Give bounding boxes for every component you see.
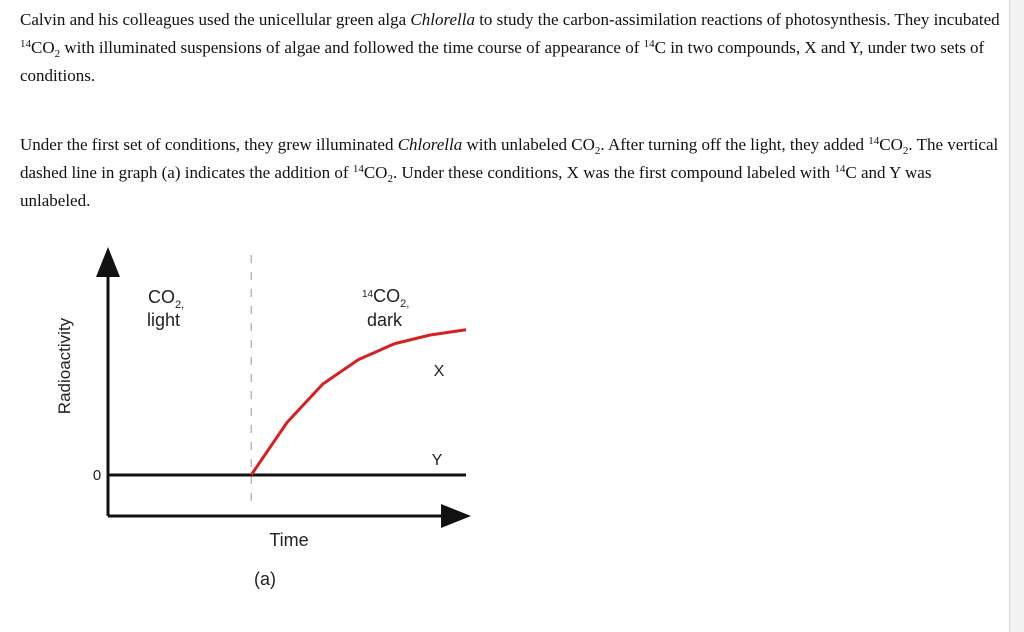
alga-name: Chlorella: [397, 135, 463, 154]
conditions-paragraph: Under the first set of conditions, they grew illuminated Chlorella with unlabeled $CO_2$. After turning off the light, they added $^{14}CO_2$. The vertical dashed line in graph (a) indicates the addition of $^{14}CO_2$. Under these conditions, X was the first compound labeled with $^{14}$C and Y was unlabeled.: [20, 135, 999, 210]
series-label-y: Y: [431, 452, 443, 469]
y-origin-label: 0: [92, 467, 102, 484]
phase-label-dark-line2: dark: [367, 310, 403, 330]
chart-caption: (a): [254, 569, 276, 589]
phase-label-light-line2: light: [147, 310, 181, 330]
phase-label-dark: $^{14}CO_2$,: [362, 286, 410, 310]
series-label-x: X: [433, 363, 445, 380]
y-axis-label: Radioactivity: [55, 317, 74, 415]
phase-label-light: $CO_2$,: [148, 287, 185, 311]
series-layer: [108, 330, 466, 475]
alga-name: Chlorella: [410, 10, 475, 29]
x-axis-label: Time: [269, 530, 309, 550]
intro-paragraph: Calvin and his colleagues used the unicellular green alga Chlorella to study the carbon-assimilation reactions of photosynthesis. They incubated $^{14}CO_2$ with illuminated suspensions of algae and followed the time course of appearance of $^{14}$C in two compounds, X and Y, under two sets of conditions.: [20, 10, 1000, 85]
